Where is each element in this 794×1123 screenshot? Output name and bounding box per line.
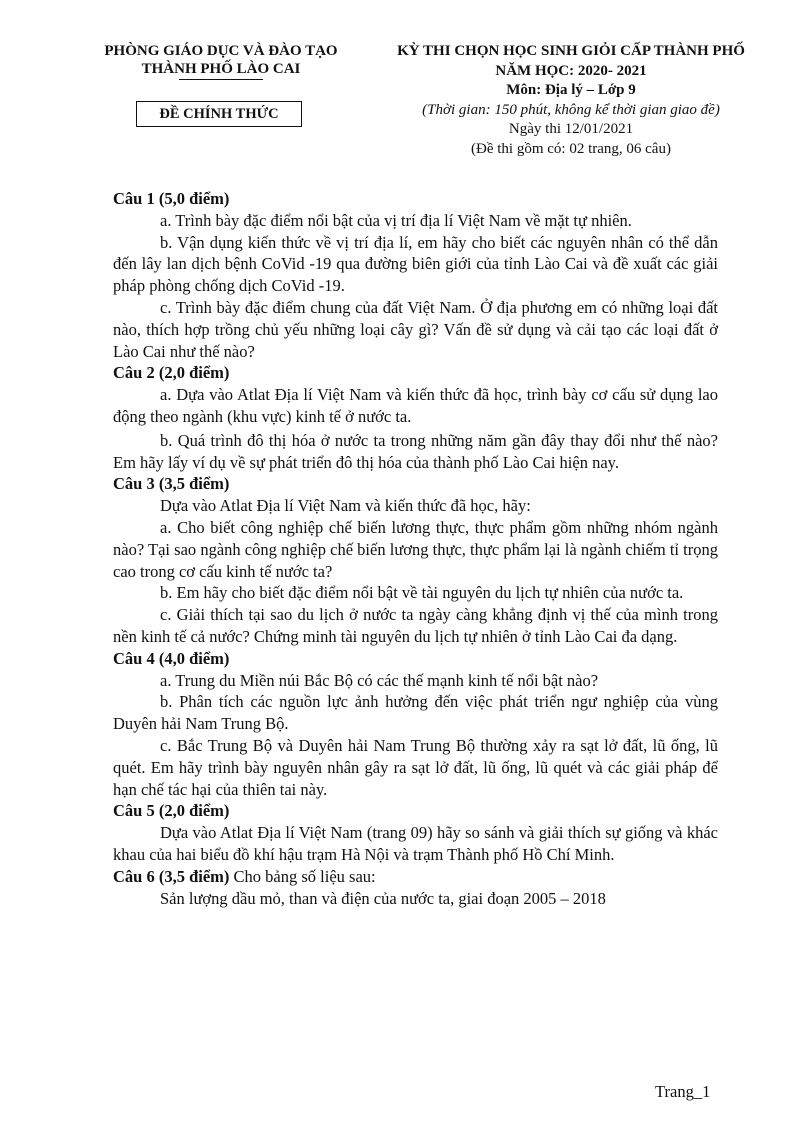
office-name-line1: PHÒNG GIÁO DỤC VÀ ĐÀO TẠO [104,43,338,59]
question-paragraph: b. Em hãy cho biết đặc điểm nổi bật về tài nguyên du lịch tự nhiên của nước ta. [160,583,684,603]
question-paragraph: b. Quá trình đô thị hóa ở nước ta trong những năm gần đây thay đổi như thế nào? Em hãy lấy ví dụ về sự phát triển đô thị hóa của thành phố Lào Cai hiện nay. [113,430,718,472]
question-6-line [113,866,718,888]
question-paragraph: a. Dựa vào Atlat Địa lí Việt Nam và kiến thức đã học, trình bày cơ cấu sử dụng lao động theo ngành (khu vực) kinh tế ở nước ta. [113,385,718,426]
question-paragraph: Dựa vào Atlat Địa lí Việt Nam (trang 09) hãy so sánh và giải thích sự giống và khác khau của hai biểu đồ khí hậu trạm Hà Nội và trạm Thành phố Hồ Chí Minh. [113,823,718,864]
exam-subject: Môn: Địa lý – Lớp 9 [506,82,636,98]
header-underline [179,79,263,80]
question-paragraph: c. Giải thích tại sao du lịch ở nước ta ngày càng khẳng định vị thế của mình trong nền kinh tế cả nước? Chứng minh tài nguyên du lịch tự nhiên ở tỉnh Lào Cai đa dạng. [113,605,718,646]
question-paragraph: b. Vận dụng kiến thức về vị trí địa lí, em hãy cho biết các nguyên nhân có thể dẫn đến lây lan dịch bệnh CoVid -19 qua đường biên giới của tỉnh Lào Cai và đề xuất các giải pháp phòng chống dịch CoVid -19. [113,232,718,296]
question-1 [113,188,718,362]
question-title: Câu 3 (3,5 điểm) [113,474,230,494]
issuing-office [86,42,356,80]
question-title: Câu 2 (2,0 điểm) [113,363,230,383]
question-2 [113,362,718,473]
official-exam-label: ĐỀ CHÍNH THỨC [136,101,302,127]
page-number: Trang_1 [655,1082,711,1101]
exam-date: Ngày thi 12/01/2021 [508,121,634,137]
question-title: Câu 5 (2,0 điểm) [113,801,230,821]
exam-name: KỲ THI CHỌN HỌC SINH GIỎI CẤP THÀNH PHỐ [397,43,745,59]
question-paragraph: c. Bắc Trung Bộ và Duyên hải Nam Trung Bộ thường xảy ra sạt lở đất, lũ ống, lũ quét. Em hãy trình bày nguyên nhân gây ra sạt lở đất, lũ ống, lũ quét và các giải pháp để hạn chế tác hại của thiên tai này. [113,735,718,799]
question-5 [113,800,718,865]
question-6 [113,866,718,910]
exam-content [113,188,718,909]
question-title: Câu 6 (3,5 điểm) [113,866,230,886]
question-6-intro: Cho bảng số liệu sau: [229,866,376,886]
exam-info [378,42,764,159]
question-title: Câu 4 (4,0 điểm) [113,648,230,668]
question-title: Câu 1 (5,0 điểm) [113,189,230,208]
question-paragraph: a. Trung du Miền núi Bắc Bộ có các thế mạnh kinh tế nổi bật nào? [160,670,599,690]
question-paragraph: a. Cho biết công nghiệp chế biến lương thực, thực phẩm gồm những nhóm ngành nào? Tại sao ngành công nghiệp chế biến lương thực, thực phẩm lại là ngành chiếm tỉ trọng cao trong cơ cấu kinh tế nước ta? [113,517,718,581]
question-paragraph: b. Phân tích các nguồn lực ảnh hưởng đến việc phát triển ngư nghiệp của vùng Duyên hải Nam Trung Bộ. [113,692,718,734]
exam-duration: (Thời gian: 150 phút, không kể thời gian giao đề) [422,101,720,118]
exam-pages-info: (Đề thi gồm có: 02 trang, 06 câu) [471,140,671,157]
question-paragraph: a. Trình bày đặc điểm nổi bật của vị trí địa lí Việt Nam về mặt tự nhiên. [160,210,632,230]
table-caption: Sản lượng dầu mỏ, than và điện của nước ta, giai đoạn 2005 – 2018 [160,888,606,908]
question-paragraph: c. Trình bày đặc điểm chung của đất Việt Nam. Ở địa phương em có những loại đất nào, thích hợp trồng chủ yếu những loại cây gì? Vấn đề sử dụng và cải tạo các loại đất ở Lào Cai như thế nào? [113,297,718,361]
question-3 [113,473,718,647]
school-year: NĂM HỌC: 2020- 2021 [495,62,647,79]
question-paragraph: Dựa vào Atlat Địa lí Việt Nam và kiến thức đã học, hãy: [160,496,531,516]
office-name-line2: THÀNH PHỐ LÀO CAI [141,61,301,77]
question-4 [113,648,718,801]
